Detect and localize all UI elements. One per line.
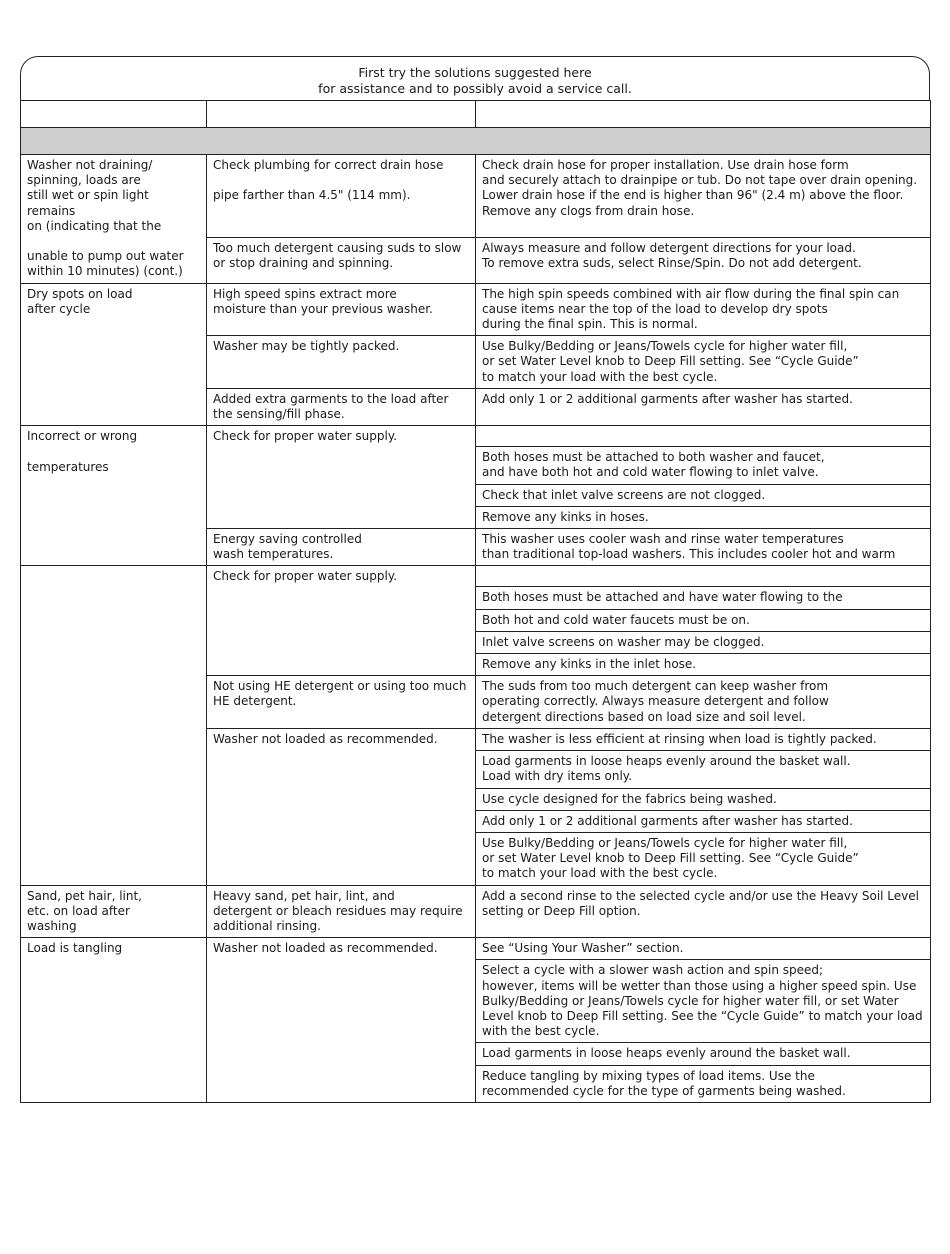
cause-cell: Not using HE detergent or using too much HE detergent. — [207, 676, 476, 729]
column-header-row — [21, 101, 931, 128]
cause-cell: Washer not loaded as recommended. — [207, 938, 476, 1103]
cause-cell: Check for proper water supply. — [207, 426, 476, 529]
table-row — [21, 283, 931, 336]
column-header-problem — [21, 101, 207, 128]
solution-cell: Use Bulky/Bedding or Jeans/Towels cycle for higher water fill, or set Water Level knob to Deep Fill setting. See “Cycle Guide” to match your load with the best cycle. — [476, 336, 931, 389]
solution-cell: Always measure and follow detergent directions for your load. To remove extra suds, select Rinse/Spin. Do not add detergent. — [476, 237, 931, 283]
cause-cell: Energy saving controlled wash temperatures. — [207, 529, 476, 566]
solution-cell: Inlet valve screens on washer may be clogged. — [476, 631, 931, 653]
table-row — [21, 426, 931, 447]
solution-cell: Both hoses must be attached and have water flowing to the — [476, 587, 931, 609]
solution-cell: Load garments in loose heaps evenly around the basket wall. Load with dry items only. — [476, 751, 931, 788]
table-row — [21, 885, 931, 938]
intro-line-2: for assistance and to possibly avoid a service call. — [318, 80, 632, 96]
cause-cell: Too much detergent causing suds to slow or stop draining and spinning. — [207, 237, 476, 283]
cause-cell: Heavy sand, pet hair, lint, and detergent or bleach residues may require additional rinsing. — [207, 885, 476, 938]
column-header-solution — [476, 101, 931, 128]
solution-cell: Load garments in loose heaps evenly around the basket wall. — [476, 1043, 931, 1065]
table-row — [21, 938, 931, 960]
problem-cell: Load is tangling — [21, 938, 207, 1103]
solution-cell: This washer uses cooler wash and rinse water temperatures than traditional top-load washers. This includes cooler hot and warm — [476, 529, 931, 566]
solution-cell: Add only 1 or 2 additional garments after washer has started. — [476, 810, 931, 832]
solution-cell: Remove any kinks in hoses. — [476, 506, 931, 528]
solution-cell: See “Using Your Washer” section. — [476, 938, 931, 960]
intro-line-1: First try the solutions suggested here — [358, 65, 592, 80]
solution-cell: Check drain hose for proper installation. Use drain hose form and securely attach to drainpipe or tub. Do not tape over drain opening. Lower drain hose if the end is higher than 96" (2.4 m) above the floor. Remove any clogs from drain hose. — [476, 155, 931, 238]
solution-cell: The washer is less efficient at rinsing when load is tightly packed. — [476, 728, 931, 750]
solution-cell — [476, 566, 931, 587]
section-band-cell — [21, 128, 931, 155]
cause-cell: Added extra garments to the load after the sensing/fill phase. — [207, 388, 476, 425]
column-header-cause — [207, 101, 476, 128]
solution-cell: Both hot and cold water faucets must be on. — [476, 609, 931, 631]
table-row — [21, 566, 931, 587]
problem-cell: Sand, pet hair, lint, etc. on load after washing — [21, 885, 207, 938]
solution-cell: Add a second rinse to the selected cycle and/or use the Heavy Soil Level setting or Deep Fill option. — [476, 885, 931, 938]
solution-cell — [476, 426, 931, 447]
solution-cell: Add only 1 or 2 additional garments after washer has started. — [476, 388, 931, 425]
solution-cell: Select a cycle with a slower wash action and spin speed; however, items will be wetter than those using a higher speed spin. Use Bulky/Bedding or Jeans/Towels cycle for higher water fill, or set Water Level knob to Deep Fill setting. See the “Cycle Guide” to match your load with the best cycle. — [476, 960, 931, 1043]
intro-header — [20, 56, 930, 100]
solution-cell: Check that inlet valve screens are not clogged. — [476, 484, 931, 506]
solution-cell: The suds from too much detergent can keep washer from operating correctly. Always measure detergent and follow detergent directions based on load size and soil level. — [476, 676, 931, 729]
solution-cell: Reduce tangling by mixing types of load items. Use the recommended cycle for the type of garments being washed. — [476, 1065, 931, 1102]
cause-cell: Check plumbing for correct drain hose pipe farther than 4.5" (114 mm). — [207, 155, 476, 238]
solution-cell: Use cycle designed for the fabrics being washed. — [476, 788, 931, 810]
cause-cell: High speed spins extract more moisture than your previous washer. — [207, 283, 476, 336]
problem-cell: Washer not draining/ spinning, loads are still wet or spin light remains on (indicating that the unable to pump out water within 10 minutes) (cont.) — [21, 155, 207, 284]
section-band — [21, 128, 931, 155]
cause-cell: Washer may be tightly packed. — [207, 336, 476, 389]
troubleshooting-table — [20, 100, 931, 1103]
cause-cell: Washer not loaded as recommended. — [207, 728, 476, 885]
table-row — [21, 155, 931, 238]
solution-cell: Use Bulky/Bedding or Jeans/Towels cycle for higher water fill, or set Water Level knob to Deep Fill setting. See “Cycle Guide” to match your load with the best cycle. — [476, 832, 931, 885]
problem-cell: Incorrect or wrong temperatures — [21, 426, 207, 566]
troubleshooting-sheet — [20, 56, 930, 1103]
problem-cell: Dry spots on load after cycle — [21, 283, 207, 426]
solution-cell: Both hoses must be attached to both washer and faucet, and have both hot and cold water flowing to inlet valve. — [476, 447, 931, 484]
solution-cell: Remove any kinks in the inlet hose. — [476, 654, 931, 676]
cause-cell: Check for proper water supply. — [207, 566, 476, 676]
solution-cell: The high spin speeds combined with air flow during the final spin can cause items near the top of the load to develop dry spots during the final spin. This is normal. — [476, 283, 931, 336]
problem-cell — [21, 566, 207, 885]
